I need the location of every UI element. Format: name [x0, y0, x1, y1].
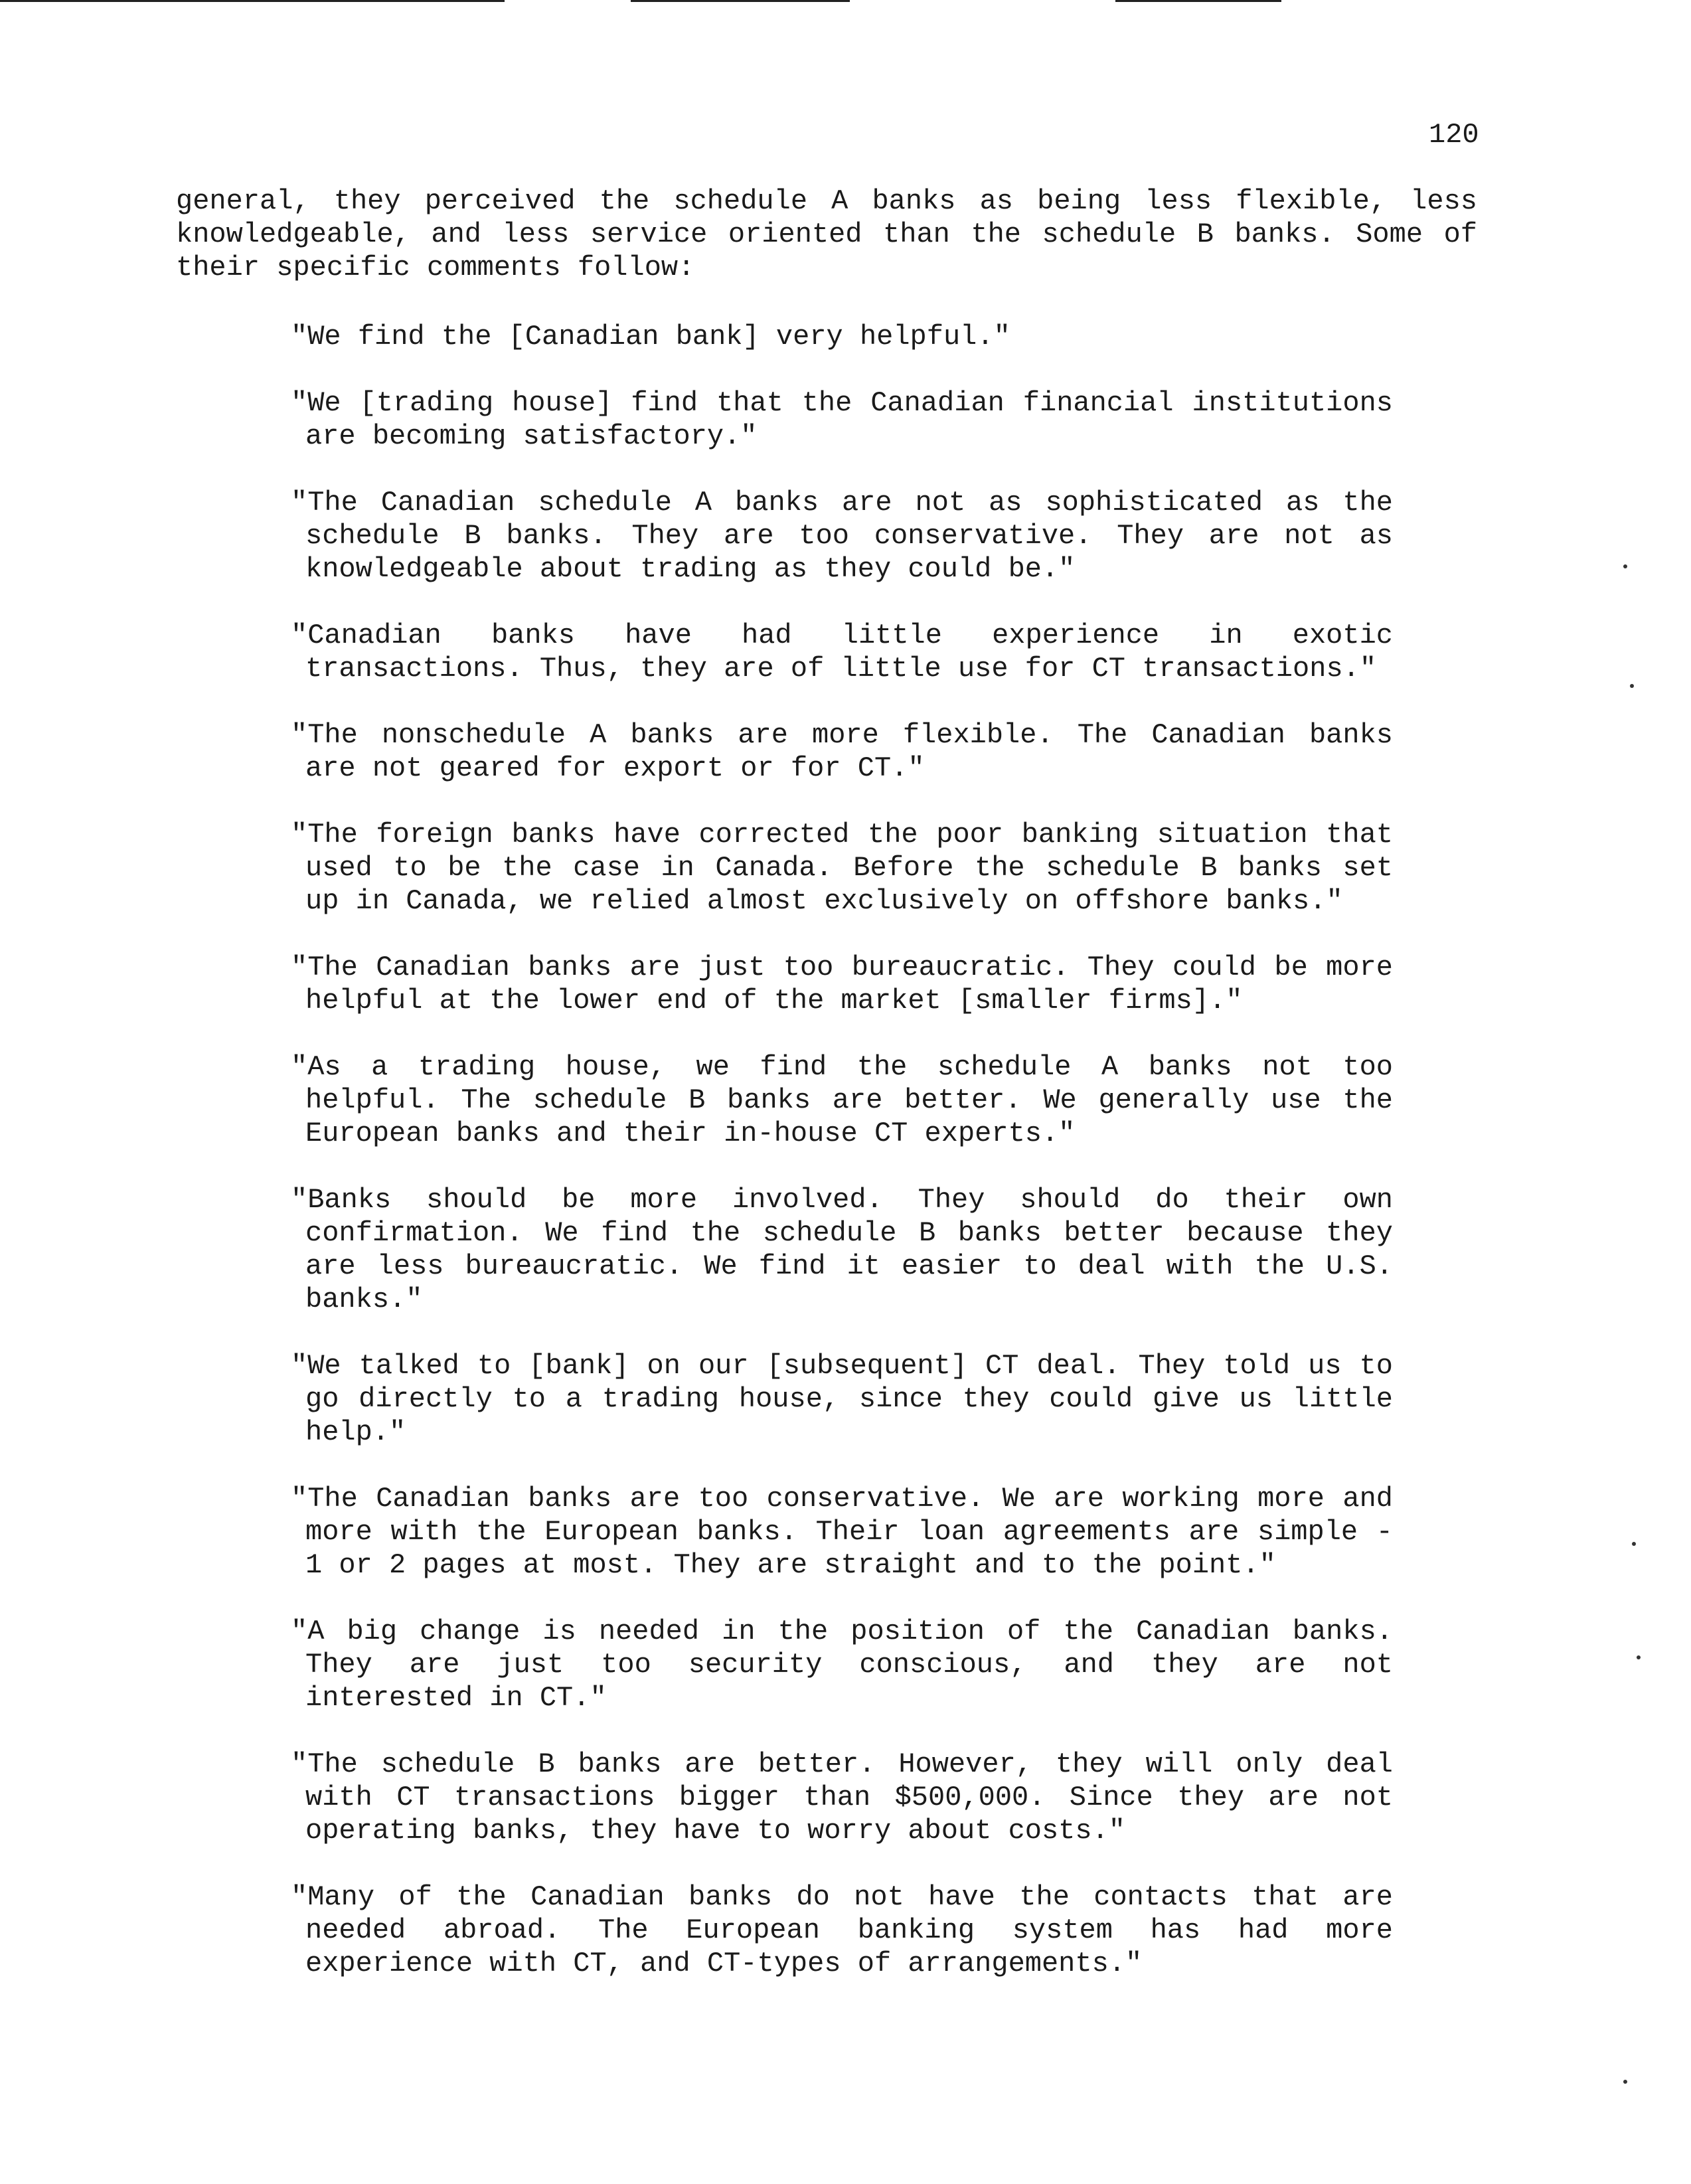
quote-item: "We [trading house] find that the Canadian financial institutions are becoming satisfactory." — [291, 387, 1393, 452]
scan-speck — [1632, 1542, 1636, 1546]
quote-list — [291, 320, 1393, 2013]
top-rule-left — [0, 0, 505, 2]
top-rule-middle — [631, 0, 850, 2]
quote-item: "Banks should be more involved. They should do their own confirmation. We find the schedule B banks better because they are less bureaucratic. We find it easier to deal with the U.S. banks." — [291, 1184, 1393, 1315]
scan-speck — [1637, 1655, 1641, 1659]
quote-item: "The Canadian schedule A banks are not as sophisticated as the schedule B banks. They are too conservative. They are not as knowledgeable about trading as they could be." — [291, 487, 1393, 585]
page-number: 120 — [1429, 119, 1479, 151]
top-rule-right — [1115, 0, 1281, 2]
quote-item: "As a trading house, we find the schedule A banks not too helpful. The schedule B banks are better. We generally use the European banks and their in-house CT experts." — [291, 1051, 1393, 1149]
scan-speck — [1630, 684, 1634, 688]
quote-item: "The schedule B banks are better. However, they will only deal with CT transactions bigger than $500,000. Since they are not operating banks, they have to worry about costs." — [291, 1748, 1393, 1847]
quote-item: "The foreign banks have corrected the poor banking situation that used to be the case in Canada. Before the schedule B banks set up in Canada, we relied almost exclusively on offshore banks." — [291, 819, 1393, 917]
quote-item: "The Canadian banks are just too bureaucratic. They could be more helpful at the lower end of the market [smaller firms]." — [291, 952, 1393, 1017]
quote-item: "A big change is needed in the position of the Canadian banks. They are just too security conscious, and they are not interested in CT." — [291, 1616, 1393, 1714]
quote-item: "We find the [Canadian bank] very helpful." — [291, 321, 1010, 353]
quote-item: "We talked to [bank] on our [subsequent] CT deal. They told us to go directly to a trading house, since they could give us little help." — [291, 1350, 1393, 1448]
scan-speck — [1623, 564, 1627, 568]
quote-item: "The nonschedule A banks are more flexible. The Canadian banks are not geared for export or for CT." — [291, 719, 1393, 784]
quote-item: "Canadian banks have had little experience in exotic transactions. Thus, they are of little use for CT transactions." — [291, 620, 1393, 685]
intro-paragraph: general, they perceived the schedule A banks as being less flexible, less knowledgeable, and less service oriented than the schedule B banks. Some of their specific comments follow: — [176, 185, 1477, 284]
quote-item: "The Canadian banks are too conservative. We are working more and more with the European banks. Their loan agreements are simple - 1 or 2 pages at most. They are straight and to the point." — [291, 1483, 1393, 1581]
scan-speck — [1623, 2080, 1627, 2084]
quote-item: "Many of the Canadian banks do not have the contacts that are needed abroad. The European banking system has had more experience with CT, and CT-types of arrangements." — [291, 1881, 1393, 1979]
